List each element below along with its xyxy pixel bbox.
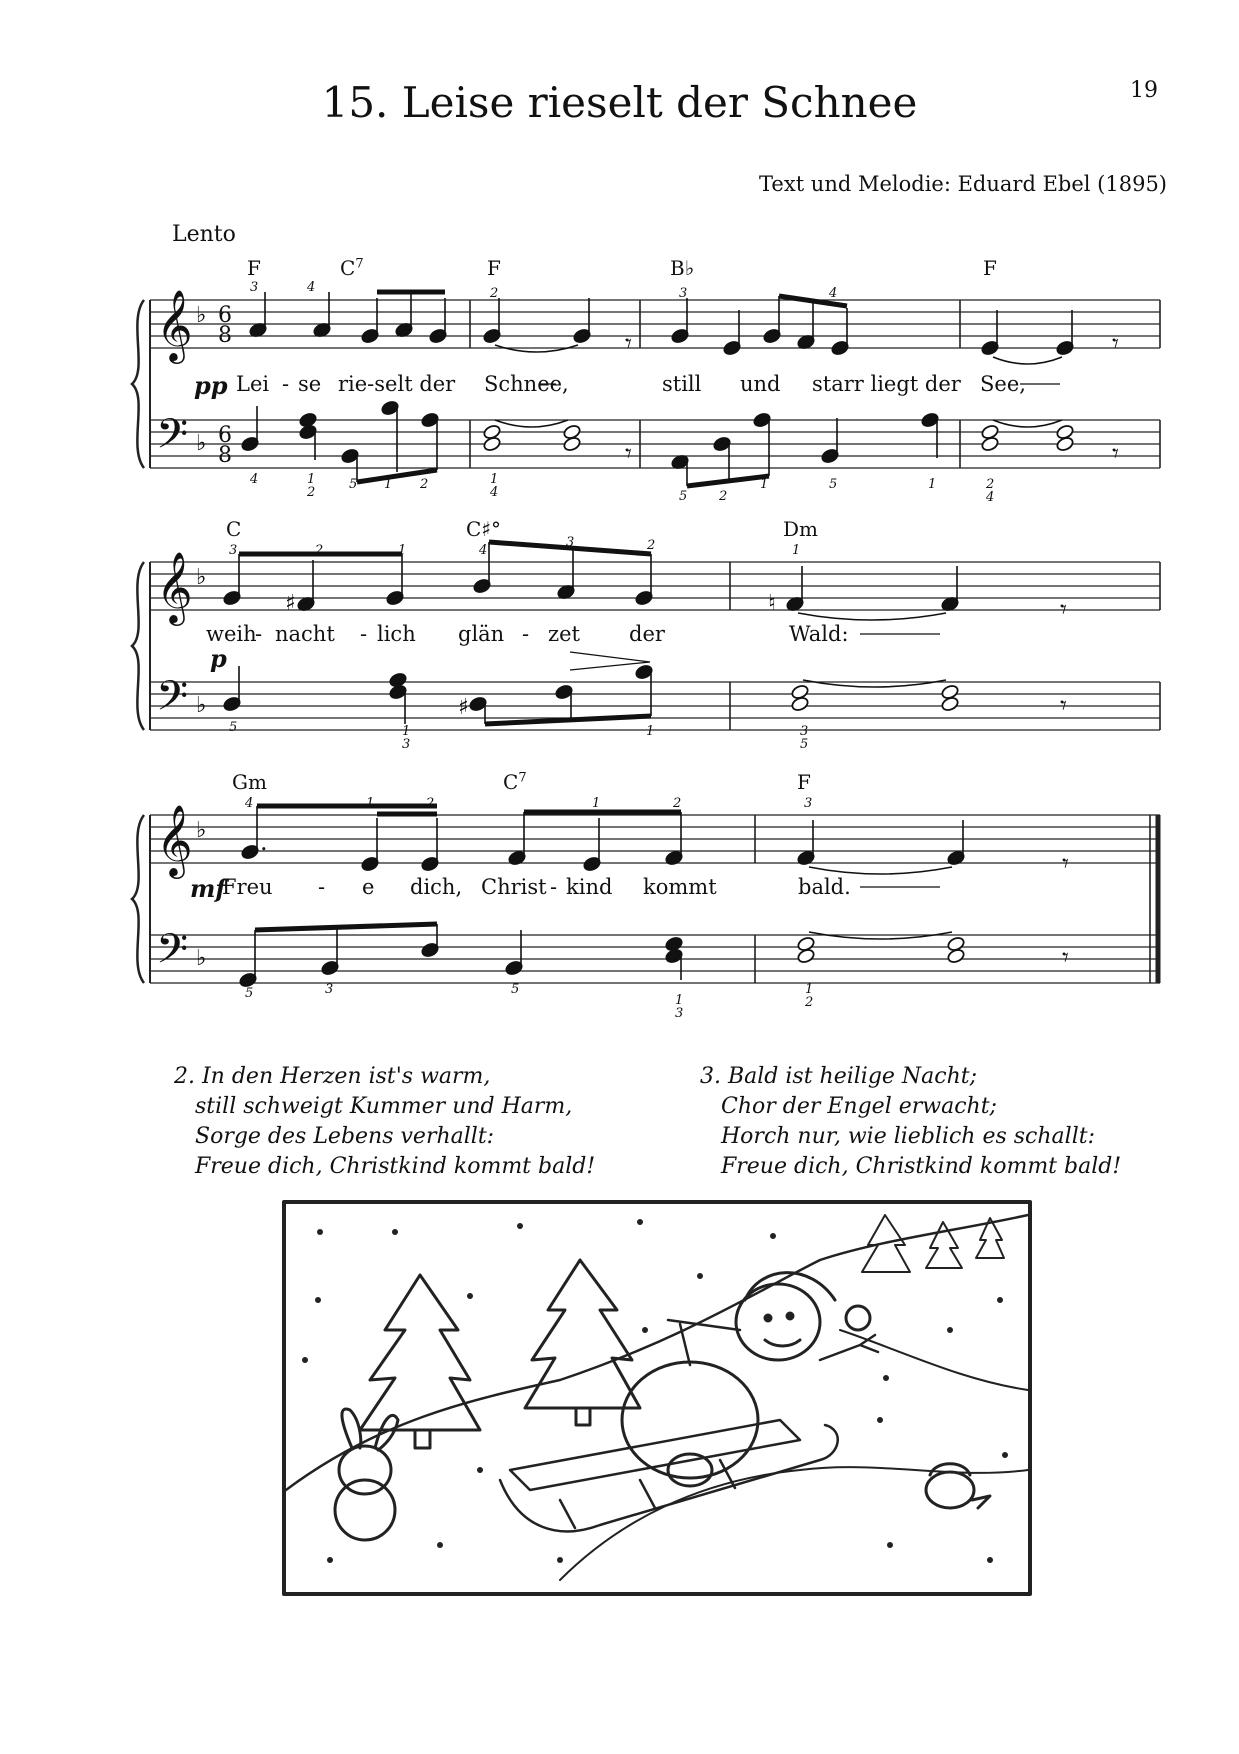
chord-symbol: F — [487, 256, 501, 280]
verse-line: Freue dich, Christkind kommt bald! — [721, 1154, 1122, 1179]
chord-symbol: $C^7$ — [503, 770, 527, 794]
lyric-syllable: bald. — [798, 875, 851, 899]
note-head — [482, 436, 501, 453]
lyric-syllable: zet — [548, 622, 580, 646]
note-head — [796, 948, 815, 965]
lyric-hyphen: - — [360, 622, 368, 646]
note-head — [1055, 436, 1074, 453]
fingering: 1 — [307, 472, 316, 487]
fingering: 5 — [829, 477, 838, 492]
fingering: 2 — [315, 543, 324, 558]
dynamic-marking: p — [210, 644, 227, 673]
fingering: 5 — [679, 489, 688, 504]
lyric-syllable: rie-selt der — [338, 372, 456, 396]
lyric-syllable: Schnee, — [484, 372, 569, 396]
lyric-syllable: See, — [980, 372, 1026, 396]
verse-line: Chor der Engel erwacht; — [721, 1094, 997, 1119]
brace — [132, 300, 144, 468]
time-signature: 8 — [218, 443, 232, 468]
lyric-syllable: se — [298, 372, 322, 396]
lyric-syllable: glän — [458, 622, 505, 646]
chord-symbol: C — [226, 517, 242, 541]
fingering: 2 — [307, 485, 316, 500]
note-head — [946, 948, 965, 965]
dynamic-marking: mf — [190, 874, 226, 903]
eighth-rest: 𝄾 — [625, 439, 632, 469]
fingering: 3 — [566, 535, 575, 550]
fingering: 3 — [402, 737, 411, 752]
fingering: 1 — [398, 543, 407, 558]
chord-symbol: F — [797, 770, 811, 794]
tie — [809, 867, 952, 874]
eighth-rest: 𝄾 — [625, 329, 632, 359]
fingering: 3 — [325, 982, 334, 997]
fingering: 3 — [679, 286, 688, 301]
fingering: 2 — [647, 538, 656, 553]
tie — [993, 357, 1062, 364]
fingering: 3 — [229, 543, 238, 558]
key-signature-flat: ♭ — [196, 303, 207, 328]
eighth-rest: 𝄾 — [1062, 943, 1069, 973]
tie — [803, 680, 946, 687]
lyric-syllable: nacht — [275, 622, 335, 646]
lyric-syllable: lich — [377, 622, 416, 646]
lyric-syllable: still — [662, 372, 702, 396]
verse-line: 3. Bald ist heilige Nacht; — [700, 1064, 978, 1089]
fingering: 3 — [250, 280, 259, 295]
eighth-rest: 𝄾 — [1060, 691, 1067, 721]
lyric-syllable: starr liegt der — [812, 372, 961, 396]
fingering: 4 — [490, 485, 499, 500]
fingering: 2 — [673, 796, 682, 811]
fingering: 4 — [245, 796, 254, 811]
time-signature: 6 — [218, 303, 232, 328]
lyric-syllable: Wald: — [789, 622, 849, 646]
bass-clef: 𝄢 — [156, 410, 189, 468]
fingering: 1 — [760, 477, 769, 492]
key-signature-flat: ♭ — [196, 693, 207, 718]
brace — [132, 562, 144, 730]
lyric-syllable: Freu — [222, 875, 273, 899]
chord-symbol: C♯° — [466, 517, 501, 541]
lyric-hyphen: - — [318, 875, 326, 899]
chord-symbol: F — [983, 256, 997, 280]
note-head — [664, 936, 683, 953]
lyric-syllable: kommt — [643, 875, 717, 899]
bass-clef: 𝄢 — [156, 925, 189, 983]
lyric-hyphen: - — [550, 875, 558, 899]
tempo-marking: Lento — [172, 222, 236, 247]
note-head — [790, 696, 809, 713]
lyric-syllable: der — [629, 622, 665, 646]
fingering: 5 — [245, 986, 254, 1001]
verse-2 — [174, 1062, 595, 1182]
note-head — [388, 672, 407, 689]
eighth-rest: 𝄾 — [1112, 329, 1119, 359]
note-head — [980, 436, 999, 453]
natural: ♮ — [768, 591, 776, 616]
key-signature-flat: ♭ — [196, 818, 207, 843]
fingering: 2 — [426, 796, 435, 811]
fingering: 4 — [479, 543, 488, 558]
fingering: 2 — [490, 286, 499, 301]
fingering: 1 — [928, 477, 937, 492]
tie — [993, 420, 1062, 427]
eighth-rest: 𝄾 — [1060, 595, 1067, 625]
fingering: 4 — [829, 286, 838, 301]
dot: . — [260, 828, 268, 856]
tie — [798, 613, 946, 620]
fingering: 3 — [675, 1006, 684, 1021]
chord-symbol: B♭ — [670, 256, 695, 280]
lyric-syllable: und — [740, 372, 781, 396]
fingering: 3 — [800, 724, 809, 739]
credit-line: Text und Melodie: Eduard Ebel (1895) — [759, 172, 1167, 196]
page-number: 19 — [1130, 78, 1158, 103]
fingering: 2 — [420, 477, 429, 492]
fingering: 1 — [675, 993, 684, 1008]
brace — [132, 815, 144, 983]
verse-3 — [700, 1062, 1121, 1182]
note-head — [298, 412, 317, 429]
fingering: 1 — [805, 982, 814, 997]
fingering: 2 — [719, 489, 728, 504]
verse-line: Freue dich, Christkind kommt bald! — [195, 1154, 596, 1179]
fingering: 5 — [349, 477, 358, 492]
time-signature: 8 — [218, 323, 232, 348]
lyric-hyphen: - — [282, 372, 290, 396]
lyric-syllable: dich, — [410, 875, 463, 899]
lyric-syllable: e — [362, 875, 375, 899]
fingering: 1 — [402, 724, 411, 739]
note-head — [940, 696, 959, 713]
lyric-hyphen: - — [255, 622, 263, 646]
lyric-syllable: Christ — [481, 875, 547, 899]
fingering: 1 — [592, 796, 601, 811]
tie — [495, 420, 568, 427]
key-signature-flat: ♭ — [196, 946, 207, 971]
verse-line: 2. In den Herzen ist's warm, — [174, 1064, 491, 1089]
sharp: ♯ — [458, 695, 469, 720]
verse-line: Horch nur, wie lieblich es schallt: — [721, 1124, 1095, 1149]
lyric-syllable: weih — [206, 622, 257, 646]
chord-symbol: F — [247, 256, 261, 280]
crescendo-hairpin — [570, 652, 650, 670]
fingering: 5 — [800, 737, 809, 752]
fingering: 1 — [366, 796, 375, 811]
fingering: 1 — [384, 477, 393, 492]
fingering: 1 — [490, 472, 499, 487]
beam — [687, 476, 769, 486]
fingering: 1 — [792, 543, 801, 558]
key-signature-flat: ♭ — [196, 565, 207, 590]
treble-clef: 𝄞 — [156, 288, 193, 361]
lyric-syllable: kind — [566, 875, 613, 899]
key-signature-flat: ♭ — [196, 431, 207, 456]
fingering: 4 — [307, 280, 316, 295]
sharp: ♯ — [285, 591, 296, 616]
lyric-hyphen: - — [522, 622, 530, 646]
fingering: 4 — [250, 472, 259, 487]
page-title: 15. Leise rieselt der Schnee — [321, 78, 918, 127]
treble-clef: 𝄞 — [156, 803, 193, 876]
note-head — [562, 436, 581, 453]
verse-line: still schweigt Kummer und Harm, — [195, 1094, 573, 1119]
beam — [255, 924, 437, 930]
chord-symbol: Dm — [783, 517, 818, 541]
chord-symbol: $C^7$ — [340, 256, 364, 280]
fingering: 4 — [986, 490, 995, 505]
verse-line: Sorge des Lebens verhallt: — [195, 1124, 495, 1149]
eighth-rest: 𝄾 — [1112, 439, 1119, 469]
eighth-rest: 𝄾 — [1062, 849, 1069, 879]
fingering: 2 — [805, 995, 814, 1010]
bass-clef: 𝄢 — [156, 672, 189, 730]
lyric-syllable: Lei — [236, 372, 270, 396]
fingering: 1 — [646, 724, 655, 739]
time-signature: 6 — [218, 423, 232, 448]
beam — [485, 716, 651, 724]
dynamic-marking: pp — [194, 371, 228, 400]
fingering: 3 — [804, 796, 813, 811]
chord-symbol: Gm — [232, 770, 267, 794]
fingering: 5 — [229, 720, 238, 735]
fingering: 2 — [986, 477, 995, 492]
treble-clef: 𝄞 — [156, 550, 193, 623]
fingering: 5 — [511, 982, 520, 997]
